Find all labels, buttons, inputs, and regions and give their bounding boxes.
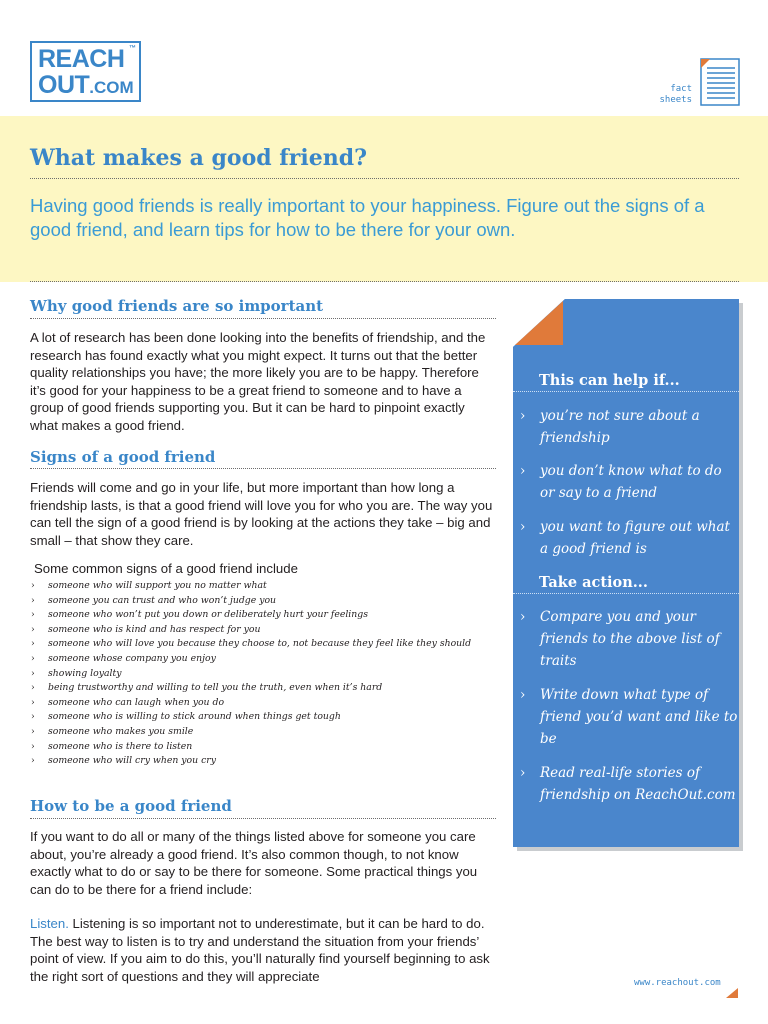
listen-body: Listening is so important not to underestimate, but it can be hard to do. The best way to listen is to try and understand the situation from your friends’ point of view. If you aim to do this, you’ll naturally find yourself beginning to ask the right sort of questions and they will appreciate [30, 916, 490, 984]
sidebar-help-item: › you’re not sure about a friendship [520, 405, 740, 449]
corner-triangle-icon [726, 988, 738, 998]
chevron-right-icon: › [520, 519, 526, 535]
trait-item: › someone who can laugh when you do [30, 696, 500, 711]
reachout-logo[interactable] [30, 41, 141, 102]
logo-out: OUT [38, 71, 90, 99]
traits-list [30, 579, 500, 769]
sidebar-divider [513, 593, 739, 594]
section-body-how: If you want to do all or many of the things listed above for someone you care about, you’re already a good friend. It’s also common though, to not know exactly what to do or say to be there for someone. Some practical things you can do to be there for a friend include: [30, 829, 478, 897]
intro-divider [30, 281, 739, 282]
section-heading-why: Why good friends are so important [30, 297, 324, 315]
chevron-right-icon: › [31, 711, 35, 723]
trait-item: › someone who won’t put you down or deliberately hurt your feelings [30, 608, 500, 623]
sidebar-heading-help: This can help if... [539, 372, 680, 389]
sidebar-help-item: › you want to figure out what a good friend is [520, 516, 740, 560]
intro-text: Having good friends is really important to your happiness. Figure out the signs of a good friend, and learn tips for how to be there for your own. [30, 195, 705, 240]
page-title: What makes a good friend? [30, 145, 367, 171]
sidebar-action-item: › Compare you and your friends to the above list of traits [520, 606, 740, 672]
trait-item: › someone you can trust and who won’t judge you [30, 594, 500, 609]
title-divider [30, 178, 739, 179]
section-divider [30, 468, 496, 469]
logo-line-2 [38, 72, 134, 101]
section-divider [30, 318, 496, 319]
footer-url-link[interactable]: www.reachout.com [634, 978, 721, 988]
document-icon [700, 58, 740, 106]
chevron-right-icon: › [31, 696, 35, 708]
section-heading-signs: Signs of a good friend [30, 448, 216, 466]
section-divider [30, 818, 496, 819]
trait-item: › someone who will cry when you cry [30, 754, 500, 769]
chevron-right-icon: › [31, 609, 35, 621]
trait-item: › someone whose company you enjoy [30, 652, 500, 667]
section-body-signs: Friends will come and go in your life, but more important than how long a friendship lasts, is that a good friend will love you for who you are. The way you can tell the sign of a good friend is by looking at the actions they take – big and small – that show they care. [30, 480, 493, 548]
sidebar-heading-action: Take action... [539, 574, 648, 591]
chevron-right-icon: › [31, 725, 35, 737]
trait-item: › someone who will love you because they choose to, not because they feel like they should [30, 637, 500, 652]
chevron-right-icon: › [31, 652, 35, 664]
chevron-right-icon: › [31, 682, 35, 694]
chevron-right-icon: › [31, 594, 35, 606]
sidebar-corner-fold [513, 299, 565, 347]
fact-sheets-label [652, 84, 692, 106]
trait-item: › someone who is there to listen [30, 740, 500, 755]
sidebar-divider [513, 391, 739, 392]
trait-item: › showing loyalty [30, 667, 500, 682]
trait-item: › someone who will support you no matter what [30, 579, 500, 594]
listen-paragraph [30, 915, 495, 985]
traits-intro: Some common signs of a good friend include [34, 561, 298, 576]
logo-trademark: ™ [129, 45, 136, 52]
chevron-right-icon: › [520, 687, 526, 703]
sidebar-action-item: › Write down what type of friend you’d want and like to be [520, 684, 740, 750]
sidebar-action-item[interactable]: › Read real-life stories of friendship on ReachOut.com [520, 762, 740, 806]
chevron-right-icon: › [520, 463, 526, 479]
chevron-right-icon: › [520, 408, 526, 424]
chevron-right-icon: › [31, 667, 35, 679]
section-body-why: A lot of research has been done looking into the benefits of friendship, and the research has found exactly what you might expect. It turns out that the better quality relationships you have; the more likely you are to be happy. Therefore it’s good for your happiness to be a great friend to someone and to have a group of good friends supporting you. But it can be hard to pinpoint exactly what makes a good friend. [30, 330, 486, 433]
listen-label: Listen. [30, 916, 69, 931]
chevron-right-icon: › [31, 740, 35, 752]
sidebar-help-item: › you don’t know what to do or say to a friend [520, 460, 740, 504]
trait-item: › someone who is willing to stick around when things get tough [30, 710, 500, 725]
chevron-right-icon: › [31, 638, 35, 650]
fact-label-line-2: sheets [659, 95, 692, 105]
trait-item: › someone who makes you smile [30, 725, 500, 740]
chevron-right-icon: › [31, 623, 35, 635]
section-heading-how: How to be a good friend [30, 797, 232, 815]
chevron-right-icon: › [520, 609, 526, 625]
chevron-right-icon: › [520, 765, 526, 781]
chevron-right-icon: › [31, 755, 35, 767]
chevron-right-icon: › [31, 580, 35, 591]
logo-com: .COM [89, 78, 134, 97]
trait-item: › someone who is kind and has respect for you [30, 623, 500, 638]
fact-label-line-1: fact [670, 84, 692, 94]
logo-line-1: REACH [38, 45, 125, 73]
trait-item: › being trustworthy and willing to tell you the truth, even when it’s hard [30, 681, 500, 696]
